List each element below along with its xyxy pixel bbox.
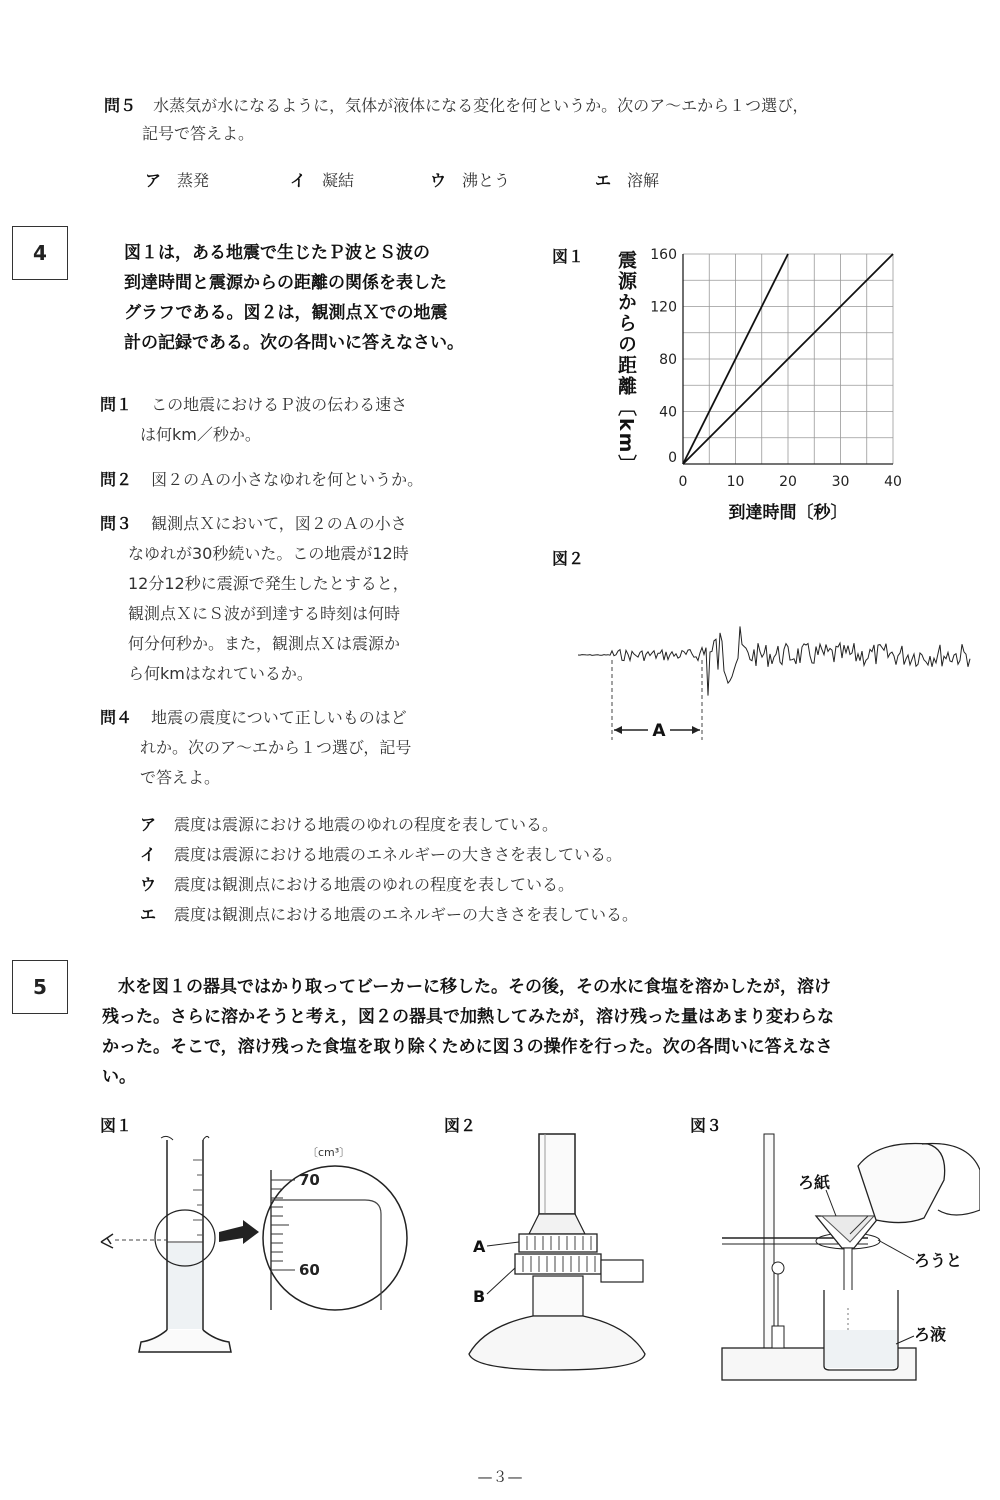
q4-3-cont: ら何kmはなれているか。 [128, 664, 313, 683]
x-axis-label: 到達時間〔秒〕 [728, 503, 848, 523]
q4-4-cont: で答えよ。 [140, 768, 221, 787]
q4-3-cont: なゆれが30秒続いた。この地震が12時 [128, 544, 409, 563]
x-tick-label: 20 [779, 474, 797, 490]
graduated-cylinder-figure [95, 1130, 425, 1380]
fig5-1-label: 図１ [100, 1116, 133, 1135]
filtration-figure [718, 1130, 980, 1392]
y-tick-label: 40 [659, 404, 677, 421]
lead-line: 計の記録である。次の各問いに答えなさい。 [124, 333, 464, 353]
q4-3-cont: 観測点ＸにＳ波が到達する時刻は何時 [128, 604, 401, 623]
filtrate-liquid [825, 1330, 897, 1368]
choice-i: イ 震度は震源における地震のエネルギーの大きさを表している。 [140, 845, 623, 864]
choice-e: エ 溶解 [595, 171, 660, 190]
lead-line: 図１は，ある地震で生じたＰ波とＳ波の [124, 243, 430, 263]
burner-stem [533, 1276, 583, 1316]
q4-1-cont: は何km／秒か。 [140, 425, 261, 444]
gas-burner-figure [465, 1130, 665, 1380]
choice-u: ウ 震度は観測点における地震のゆれの程度を表している。 [140, 875, 575, 894]
section-number-5: 5 [12, 960, 68, 1014]
water [168, 1243, 202, 1329]
question-text-cont: 記号で答えよ。 [142, 124, 255, 143]
gas-inlet [601, 1260, 643, 1282]
lead-line: 到達時間と震源からの距離の関係を表した [124, 273, 447, 293]
lead-line: かった。そこで，溶け残った食塩を取り除くために図３の操作を行った。次の各問いに答えなさ [102, 1037, 833, 1057]
y-tick-label: 80 [659, 352, 677, 368]
scale-60: 60 [299, 1261, 320, 1279]
y-tick-label: 160 [650, 247, 677, 263]
y-tick-label: 0 [668, 450, 677, 466]
question-label: 問５ [104, 96, 137, 115]
funnel-label: ろうと [914, 1251, 963, 1270]
section5-lead [102, 972, 834, 1092]
part-a-label: A [473, 1237, 486, 1256]
fig5-3-label: 図３ [690, 1116, 723, 1135]
q4-3-cont: 12分12秒に震源で発生したとすると， [128, 574, 409, 593]
choice-a: ア 蒸発 [145, 171, 210, 190]
section-number-4: 4 [12, 226, 68, 280]
distance-time-chart [640, 240, 930, 530]
fig5-2-label: 図２ [444, 1116, 477, 1135]
filter-paper-label: ろ紙 [798, 1173, 831, 1192]
unit-label: 〔cm³〕 [307, 1146, 351, 1159]
q4-2: 問２ 図２のＡの小さなゆれを何というか。 [100, 470, 424, 489]
air-adjust-ring [519, 1234, 597, 1252]
q3-5 [104, 92, 808, 120]
gas-adjust-ring [515, 1254, 601, 1274]
choice-e: エ 震度は観測点における地震のエネルギーの大きさを表している。 [140, 905, 639, 924]
question-text: 水蒸気が水になるように，気体が液体になる変化を何というか。次のア～エから１つ選び， [153, 96, 809, 115]
pouring-beaker [858, 1143, 945, 1222]
scale-70: 70 [299, 1171, 320, 1189]
choice-u: ウ 沸とう [430, 171, 511, 190]
x-tick-label: 0 [678, 474, 688, 490]
choice-i: イ 凝結 [290, 171, 355, 190]
choice-a: ア 震度は震源における地震のゆれの程度を表している。 [140, 815, 559, 834]
part-b-label: B [473, 1287, 486, 1306]
marker-a: A [652, 721, 666, 741]
burner-cone [529, 1214, 585, 1234]
q4-4-cont: れか。次のア～エから１つ選び，記号 [140, 738, 412, 757]
x-tick-label: 10 [726, 474, 745, 490]
section4-lead [124, 238, 464, 358]
x-tick-label: 40 [884, 474, 902, 490]
magnify-circle-large [263, 1166, 407, 1310]
y-tick-label: 120 [650, 299, 677, 316]
seismogram [570, 560, 980, 750]
burner-tube [539, 1134, 575, 1214]
arrow-right-icon [219, 1220, 259, 1244]
arrow-head-right [692, 726, 700, 734]
cylinder-lip [161, 1136, 209, 1140]
x-tick-label: 30 [831, 474, 850, 490]
lead-line: グラフである。図２は，観測点Ｘでの地震 [124, 303, 448, 323]
filtrate-label: ろ液 [914, 1325, 947, 1344]
q4-3-cont: 何分何秒か。また，観測点Ｘは震源か [128, 634, 401, 653]
q4-1: 問１ この地震におけるＰ波の伝わる速さ [100, 395, 408, 414]
page-number: —３— [477, 1468, 523, 1486]
q4-3: 問３ 観測点Ｘにおいて，図２のＡの小さ [100, 514, 407, 533]
lead-line: 水を図１の器具ではかり取ってビーカーに移した。その後，その水に食塩を溶かしたが，溶け [118, 977, 831, 997]
y-axis-label: 震源からの距離〔km〕 [615, 250, 637, 476]
cylinder-base [139, 1330, 231, 1352]
seismo-trace [578, 626, 970, 695]
eye-icon [101, 1234, 113, 1248]
arrow-head-left [614, 726, 622, 734]
fig2-label: 図２ [552, 549, 585, 568]
q4-4: 問４ 地震の震度について正しいものはど [100, 708, 407, 727]
burner-base [469, 1316, 645, 1370]
stand-rod [764, 1134, 774, 1348]
fig1-label: 図１ [552, 247, 585, 266]
lead-line: 残った。さらに溶かそうと考え，図２の器具で加熱してみたが，溶け残った量はあまり変わらな [102, 1007, 835, 1027]
lead-line: い。 [102, 1067, 136, 1087]
